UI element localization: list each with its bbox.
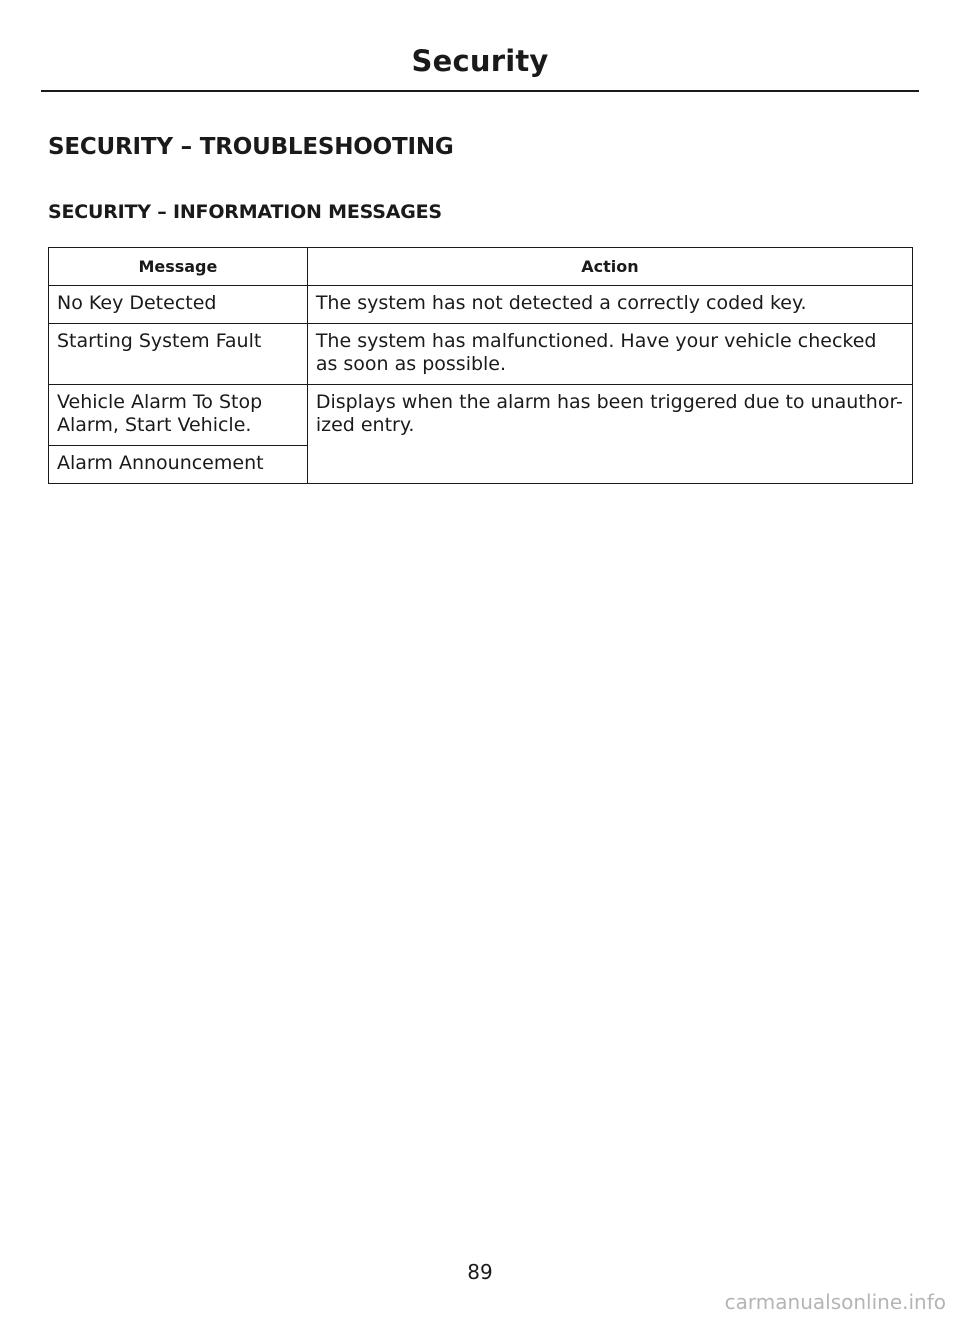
message-cell: Starting System Fault: [49, 324, 308, 385]
information-messages-table: [48, 247, 913, 484]
message-cell: No Key Detected: [49, 286, 308, 324]
section-heading: SECURITY – TROUBLESHOOTING: [48, 134, 454, 160]
message-cell: Vehicle Alarm To Stop Alarm, Start Vehicle.: [49, 385, 308, 446]
table-header-row: [49, 248, 913, 286]
running-header-title: Security: [411, 44, 549, 78]
section-subheading: SECURITY – INFORMATION MESSAGES: [48, 201, 442, 223]
column-header-message: Message: [49, 248, 308, 286]
action-cell: The system has not detected a correctly coded key.: [307, 286, 912, 324]
table-row: [49, 324, 913, 385]
table-row: [49, 385, 913, 446]
column-header-action: Action: [307, 248, 912, 286]
message-cell: Alarm Announcement: [49, 446, 308, 484]
page-number: 89: [467, 1260, 493, 1284]
table-row: [49, 286, 913, 324]
watermark: carmanualsonline.info: [724, 1290, 946, 1314]
action-cell: The system has malfunctioned. Have your vehicle checked as soon as possible.: [307, 324, 912, 385]
header-divider: [41, 90, 919, 92]
action-cell: Displays when the alarm has been triggered due to unauthor-ized entry.: [307, 385, 912, 484]
